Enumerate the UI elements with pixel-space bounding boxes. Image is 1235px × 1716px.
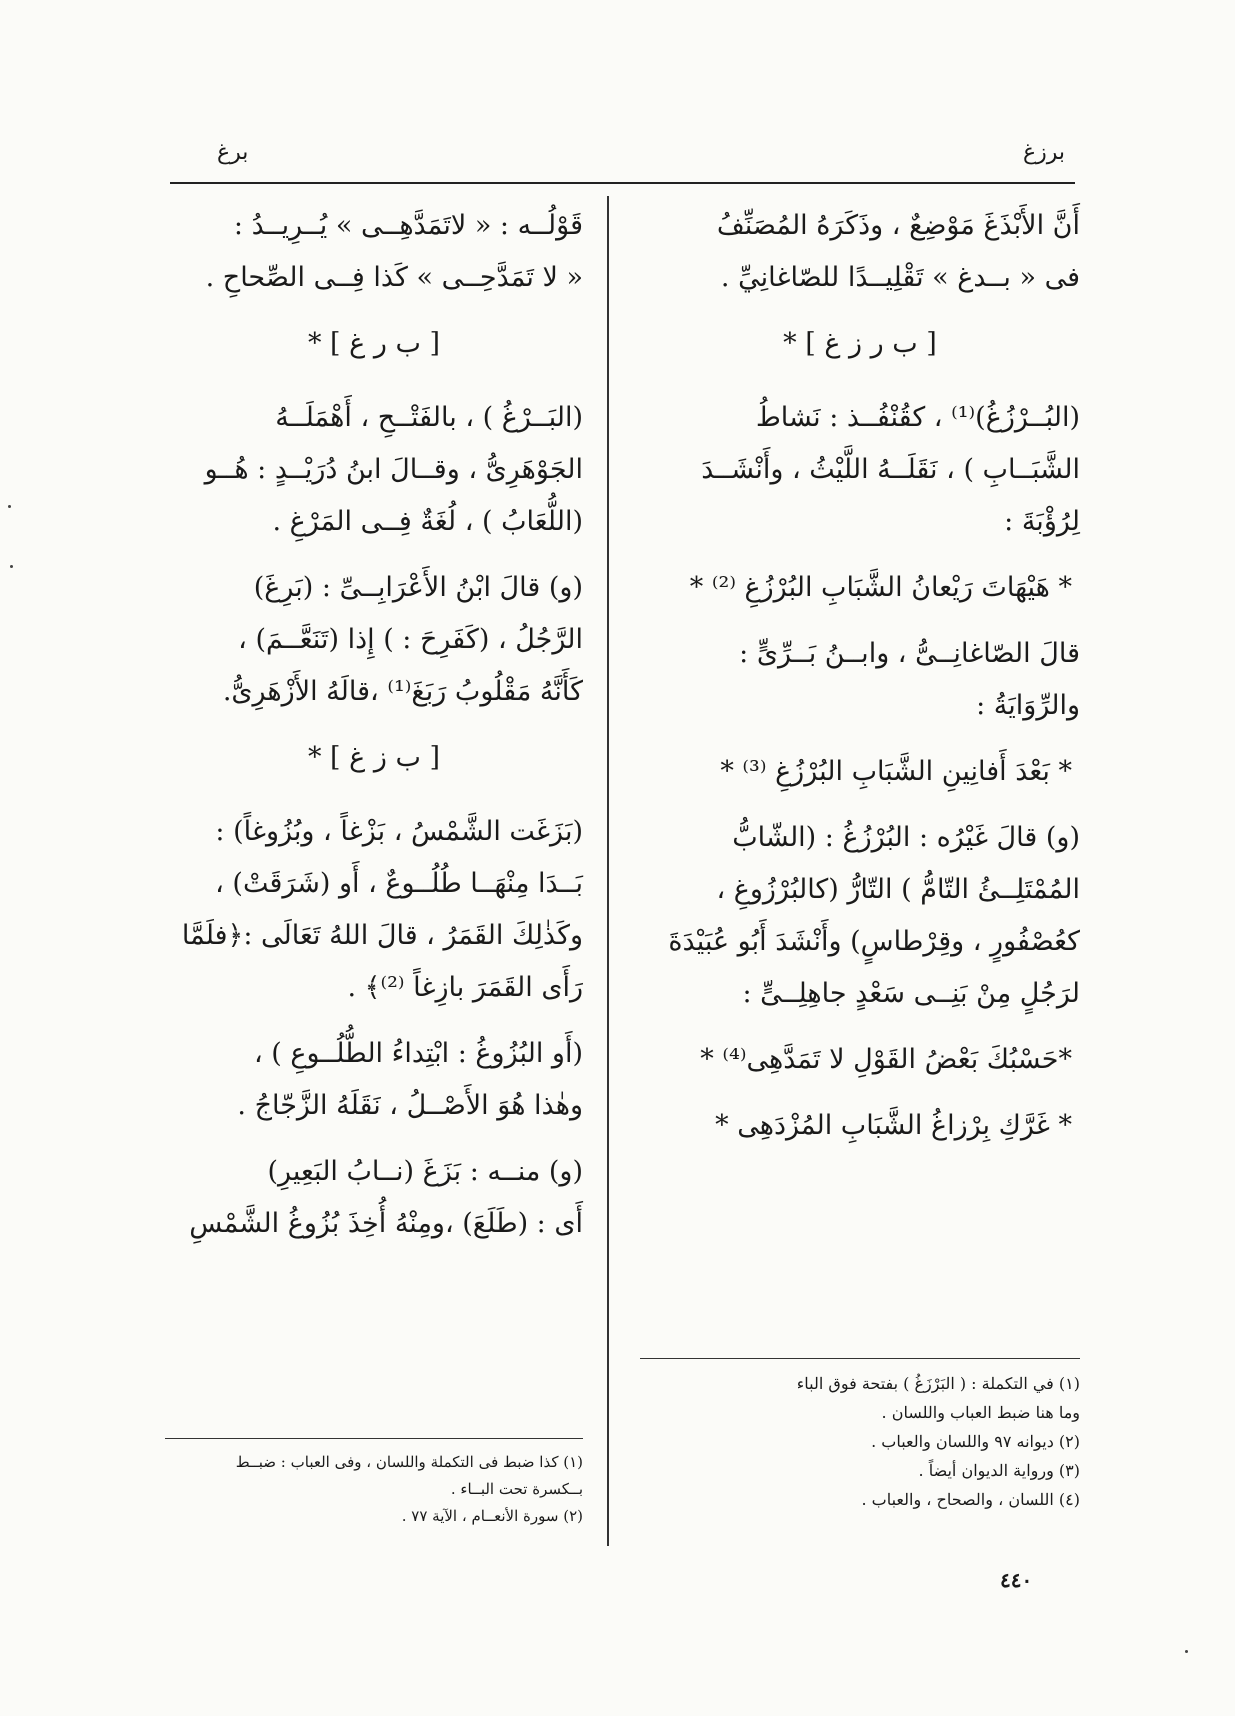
text-line: كَأَنَّهُ مَقْلُوبُ رَبَغَ⁽¹⁾ ،قالَهُ الأَزْهَرِىُّ. xyxy=(222,676,583,707)
text-line: (و) قالَ غَيْرُه : البُرْزُغُ : (الشّابُّ xyxy=(732,822,1080,853)
header-rule xyxy=(170,182,1075,184)
text-line: الرَّجُلُ ، (كَفَرِحَ : ) إِذا (تَنَعَّــمَ) ، xyxy=(238,624,583,655)
text-line: لِرُؤْبَةَ : xyxy=(1004,506,1080,537)
footnote-line: (١) في التكملة : ( البَرْزَغُ ) بفتحة فوق الباء xyxy=(796,1374,1080,1393)
footnote-line: وما هنا ضبط العباب واللسان . xyxy=(881,1403,1080,1422)
left-para-2 xyxy=(165,392,583,548)
verse-line: *حَسْبُكَ بَعْضُ القَوْلِ لا تَمَدَّهِى⁽⁴⁾ * xyxy=(700,1044,1072,1075)
text-line: (البَــرْغُ ) ، بالفَتْــحِ ، أَهْمَلَــهُ xyxy=(275,402,583,433)
entry-heading-brzgh: [ ب ر ز غ ] * xyxy=(783,328,937,359)
text-line: الشَّبَــابِ ) ، نَقَلَــهُ اللَّيْثُ ، وأَنْشَــدَ xyxy=(701,454,1080,485)
page-header xyxy=(165,128,1075,178)
footnote-line: (٤) اللسان ، والصحاح ، والعباب . xyxy=(861,1490,1080,1509)
left-para-5 xyxy=(165,1028,583,1132)
footnote-line: بــكسرة تحت البــاء . xyxy=(450,1480,583,1498)
page-number: ٤٤٠ xyxy=(1000,1568,1033,1592)
text-line: (و) قالَ ابْنُ الأَعْرَابِــىِّ : (بَرِغَ) xyxy=(253,572,583,603)
left-para-1 xyxy=(165,200,583,304)
right-para-2 xyxy=(640,392,1080,548)
verse-line: * غَرَّكِ بِرْزاغُ الشَّبَابِ المُزْدَهِى * xyxy=(715,1110,1072,1141)
text-line: لرَجُلٍ مِنْ بَنِــى سَعْدٍ جاهِلِــىٍّ : xyxy=(742,978,1080,1009)
text-line: وهٰذا هُوَ الأَصْــلُ ، نَقَلَهُ الزَّجّاجُ . xyxy=(237,1090,583,1121)
left-para-6 xyxy=(165,1146,583,1250)
header-right-word: برزغ xyxy=(1022,140,1065,165)
verse-line: * بَعْدَ أَفانِينِ الشَّبَابِ البُرْزُغِ ⁽³⁾ * xyxy=(720,756,1072,787)
entry-heading-bzgh: [ ب ز غ ] * xyxy=(307,742,441,773)
footnote-line: (١) كذا ضبط فى التكملة واللسان ، وفى العباب : ضبــط xyxy=(235,1453,583,1471)
text-line: رَأَى القَمَرَ بازِغاً ⁽²⁾﴾ . xyxy=(347,972,583,1003)
footnote-line: (٣) ورواية الديوان أيضاً . xyxy=(918,1461,1080,1480)
verse-line: * هَيْهَاتَ رَيْعانُ الشَّبَابِ البُرْزُغِ ⁽²⁾ * xyxy=(689,572,1072,603)
text-line: « لا تَمَدَّحِــى » كَذا فِــى الصِّحاحِ . xyxy=(205,262,583,293)
text-line: قَوْلُــه : « لاتَمَدَّهِــى » يُــرِيــدُ : xyxy=(233,210,583,241)
text-line: (اللُّعَابُ ) ، لُغَةٌ فِــى المَرْغِ . xyxy=(272,506,583,537)
right-footnotes xyxy=(640,1352,1080,1514)
text-line: قالَ الصّاغانِــىُّ ، وابــنُ بَــرِّىٍّ : xyxy=(739,638,1080,669)
right-column xyxy=(640,200,1080,1166)
left-column xyxy=(165,200,583,1264)
footnote-line: (٢) ديوانه ٩٧ واللسان والعباب . xyxy=(871,1432,1080,1451)
left-para-4 xyxy=(165,806,583,1014)
text-line: أَى : (طَلَعَ) ،ومِنْهُ أُخِذَ بُزُوغُ الشَّمْسِ xyxy=(189,1208,583,1239)
text-line: أَنَّ الأَبْذَغَ مَوْضِعٌ ، وذَكَرَهُ المُصَنِّفُ xyxy=(716,210,1080,241)
footnote-line: (٢) سورة الأنعــام ، الآية ٧٧ . xyxy=(401,1507,583,1525)
right-para-1 xyxy=(640,200,1080,304)
scan-speck xyxy=(10,565,13,568)
text-line: (أَو البُزُوغُ : ابْتِداءُ الطُّلُــوعِ ) ، xyxy=(253,1038,583,1069)
text-line: (و) منــه : بَزَغَ (نــابُ البَعِيرِ) xyxy=(267,1156,583,1187)
text-line: فى « بــدغ » تَقْلِيــدًا للصّاغانِيِّ . xyxy=(720,262,1080,293)
left-para-3 xyxy=(165,562,583,718)
text-line: (بَزَغَت الشَّمْسُ ، بَزْغاً ، وبُزُوغاً) : xyxy=(215,816,583,847)
text-line: والرِّوَايَةُ : xyxy=(976,690,1080,721)
footnote-rule xyxy=(640,1358,1080,1359)
right-para-3 xyxy=(640,628,1080,732)
scan-speck xyxy=(1185,1650,1188,1653)
right-para-4 xyxy=(640,812,1080,1020)
entry-heading-brgh: [ ب ر غ ] * xyxy=(307,328,441,359)
header-left-word: برغ xyxy=(217,140,249,165)
text-line: وكَذٰلِكَ القَمَرُ ، قالَ اللهُ تَعَالَى :﴿فلَمَّا xyxy=(181,920,583,951)
text-line: (البُــرْزُغُ)⁽¹⁾ ، كقُنْفُــذ : نَشاطُ xyxy=(755,402,1080,433)
footnote-rule xyxy=(165,1438,583,1439)
text-line: الجَوْهَرِىُّ ، وقــالَ ابنُ دُرَيْــدٍ : هُــو xyxy=(204,454,583,485)
text-line: المُمْتَلِــئُ التّامُّ ) التّارُّ (كالبُرْزُوغِ ، xyxy=(716,874,1080,905)
text-line: بَــدَا مِنْهَــا طُلُــوعٌ ، أَو (شَرَقَتْ) ، xyxy=(215,868,583,899)
column-divider xyxy=(607,196,609,1546)
scan-speck xyxy=(8,505,11,508)
left-footnotes xyxy=(165,1432,583,1530)
text-line: كعُصْفُورٍ ، وقِرْطاسٍ) وأَنْشَدَ أَبُو عُبَيْدَةَ xyxy=(668,926,1080,957)
